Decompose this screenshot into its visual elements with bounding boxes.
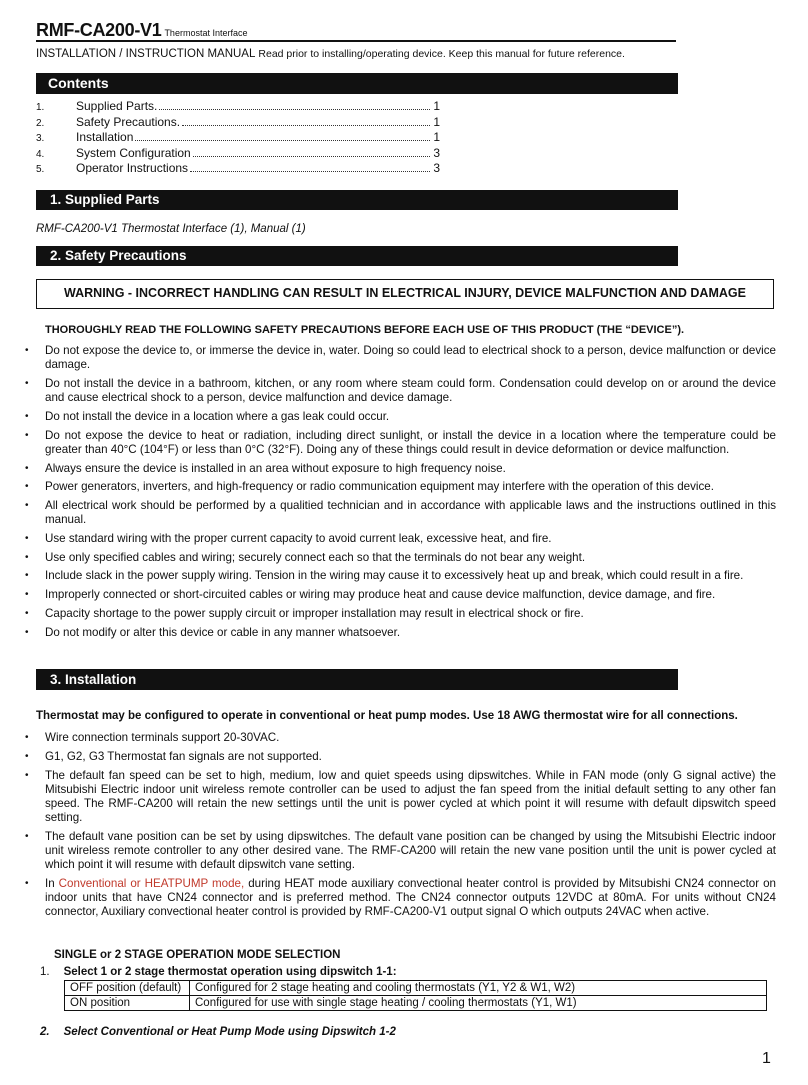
list-item: • Wire connection terminals support 20-30VAC. — [25, 731, 280, 744]
list-item: • All electrical work should be performed by a qualitied technician and in accordance with applicable laws and the instructions outlined in this manual. — [25, 499, 776, 526]
list-item: • In Conventional or HEATPUMP mode, during HEAT mode auxiliary convectional heater control is provided by Mitsubishi CN24 connector on indoor units that have CN24 connector and is preferred method. The CN24 connector outputs 12VDC at 80mA. For units without CN24 connector, Auxiliary convectional heater control is provided by RMF-CA200-V1 output signal O which outputs 24VAC when active. — [25, 877, 776, 918]
manual-note: Read prior to installing/operating device. Keep this manual for future reference. — [258, 48, 625, 60]
bullet-icon: • — [25, 552, 29, 563]
manual-line — [36, 48, 625, 60]
toc-page: 1 — [433, 130, 440, 144]
bullet-icon: • — [25, 831, 29, 842]
installation-intro: Thermostat may be configured to operate in conventional or heat pump modes. Use 18 AWG thermostat wire for all connections. — [36, 710, 738, 722]
table-cell: Configured for use with single stage heating / cooling thermostats (Y1, W1) — [190, 996, 767, 1011]
model-name: RMF-CA200-V1 — [36, 20, 162, 40]
toc-page: 3 — [433, 161, 440, 175]
list-item: • Do not install the device in a bathroom, kitchen, or any room where steam could form. Condensation could develop on or around the device and cause electrical shock to a person, device malfunction and device damage. — [25, 377, 776, 404]
safety-intro: THOROUGHLY READ THE FOLLOWING SAFETY PRECAUTIONS BEFORE EACH USE OF THIS PRODUCT (THE “DEVICE”). — [45, 324, 685, 336]
mode-selection-heading: SINGLE or 2 STAGE OPERATION MODE SELECTION — [54, 949, 341, 961]
table-of-contents — [36, 99, 440, 177]
bullet-icon: • — [25, 608, 29, 619]
toc-title: Supplied Parts. — [76, 99, 158, 113]
step-number: 2. — [40, 1026, 50, 1038]
mode-highlight: Conventional or HEATPUMP mode, — [58, 877, 245, 890]
table-row — [65, 981, 767, 996]
supplied-parts-text: RMF-CA200-V1 Thermostat Interface (1), Manual (1) — [36, 223, 306, 235]
step-2 — [40, 1026, 396, 1038]
list-item: • Do not install the device in a location where a gas leak could occur. — [25, 410, 390, 423]
toc-title: Operator Instructions — [76, 161, 189, 175]
list-item: • Use only specified cables and wiring; securely connect each so that the terminals do not bear any weight. — [25, 551, 586, 564]
toc-number: 5. — [36, 164, 45, 175]
installation-list — [20, 731, 776, 919]
toc-item[interactable] — [36, 99, 440, 115]
toc-title: Installation — [76, 130, 134, 144]
toc-leader — [135, 140, 430, 141]
list-item: • Do not expose the device to, or immerse the device in, water. Doing so could lead to electrical shock to a person, device malfunction or device damage. — [25, 344, 776, 371]
safety-list — [20, 344, 776, 640]
safety-heading: 2. Safety Precautions — [36, 246, 678, 266]
list-item: • The default fan speed can be set to high, medium, low and quiet speeds using dipswitches. While in FAN mode (only G signal active) the Mitsubishi Electric indoor unit wireless remote controller can be used to adjust the fan speed from the initial default setting to any other fan speed. The RMF-CA200 will retain the new settings until the unit is power cycled at which point it will resume with default dipswitch speed setting. — [25, 769, 776, 824]
list-item: • Do not expose the device to heat or radiation, including direct sunlight, or install the device in a location where the temperature could be greater than 40°C (104°F) or less than 0°C (32°F). Doing any of these things could result in device deformation or device malfunction. — [25, 429, 776, 456]
toc-item[interactable] — [36, 130, 440, 146]
manual-title: INSTALLATION / INSTRUCTION MANUAL — [36, 48, 256, 60]
list-item: • Power generators, inverters, and high-frequency or radio communication equipment may interfere with the operation of this device. — [25, 480, 714, 493]
header-rule — [36, 40, 676, 42]
list-item: • Capacity shortage to the power supply circuit or improper installation may result in electrical shock or fire. — [25, 607, 584, 620]
list-item: • Improperly connected or short-circuited cables or wiring may produce heat and cause device malfunction, device damage, and fire. — [25, 588, 716, 601]
toc-number: 3. — [36, 133, 45, 144]
bullet-icon: • — [25, 463, 29, 474]
bullet-icon: • — [25, 500, 29, 511]
step-label: Select 1 or 2 stage thermostat operation using dipswitch 1-1: — [63, 966, 397, 978]
table-cell: ON position — [65, 996, 190, 1011]
bullet-icon: • — [25, 878, 29, 889]
list-item: • The default vane position can be set by using dipswitches. The default vane position can be changed by using the Mitsubishi Electric indoor unit wireless remote controller to any other desired vane. The RMF-CA200 will retain the new vane position until the unit is power cycled at which point it will resume with default dipswitch vane setting. — [25, 830, 776, 871]
dipswitch-table — [64, 980, 767, 1011]
bullet-icon: • — [25, 411, 29, 422]
table-cell: OFF position (default) — [65, 981, 190, 996]
warning-box: WARNING - INCORRECT HANDLING CAN RESULT IN ELECTRICAL INJURY, DEVICE MALFUNCTION AND DAMAGE — [36, 279, 774, 309]
bullet-icon: • — [25, 430, 29, 441]
contents-heading: Contents — [36, 73, 678, 94]
step-label: Select Conventional or Heat Pump Mode using Dipswitch 1-2 — [63, 1026, 396, 1038]
toc-title: Safety Precautions. — [76, 114, 181, 129]
list-item: • Use standard wiring with the proper current capacity to avoid current leak, excessive heat, and fire. — [25, 532, 552, 545]
bullet-icon: • — [25, 589, 29, 600]
toc-leader — [182, 125, 430, 126]
step-1 — [40, 966, 397, 978]
toc-leader — [193, 156, 430, 157]
toc-title: System Configuration — [76, 145, 191, 160]
toc-number: 1. — [36, 102, 45, 113]
toc-number: 2. — [36, 117, 45, 129]
toc-page: 1 — [433, 99, 440, 113]
bullet-icon: • — [25, 751, 29, 762]
toc-leader — [159, 109, 430, 110]
bullet-icon: • — [25, 732, 29, 743]
toc-number: 4. — [36, 148, 45, 160]
bullet-icon: • — [25, 533, 29, 544]
list-item: • Include slack in the power supply wiring. Tension in the wiring may cause it to excessively heat up and break, which could result in a fire. — [25, 569, 744, 582]
bullet-icon: • — [25, 770, 29, 781]
list-item: • Always ensure the device is installed in an area without exposure to high frequency noise. — [25, 462, 506, 475]
toc-leader — [190, 171, 430, 172]
toc-item[interactable] — [36, 146, 440, 162]
bullet-icon: • — [25, 378, 29, 389]
step-number: 1. — [40, 966, 50, 978]
page-number: 1 — [762, 1050, 771, 1067]
supplied-parts-heading: 1. Supplied Parts — [36, 190, 678, 210]
bullet-icon: • — [25, 627, 29, 638]
toc-page: 3 — [433, 145, 440, 160]
toc-item[interactable] — [36, 115, 440, 131]
list-item: • G1, G2, G3 Thermostat fan signals are not supported. — [25, 750, 322, 763]
installation-heading: 3. Installation — [36, 669, 678, 690]
list-item: • Do not modify or alter this device or cable in any manner whatsoever. — [25, 626, 401, 639]
bullet-icon: • — [25, 481, 29, 492]
toc-page: 1 — [433, 114, 440, 129]
toc-item[interactable] — [36, 161, 440, 177]
table-row — [65, 996, 767, 1011]
bullet-icon: • — [25, 345, 29, 356]
bullet-icon: • — [25, 570, 29, 581]
document-title — [36, 20, 247, 41]
table-cell: Configured for 2 stage heating and cooling thermostats (Y1, Y2 & W1, W2) — [190, 981, 767, 996]
model-subtitle: Thermostat Interface — [164, 28, 248, 38]
